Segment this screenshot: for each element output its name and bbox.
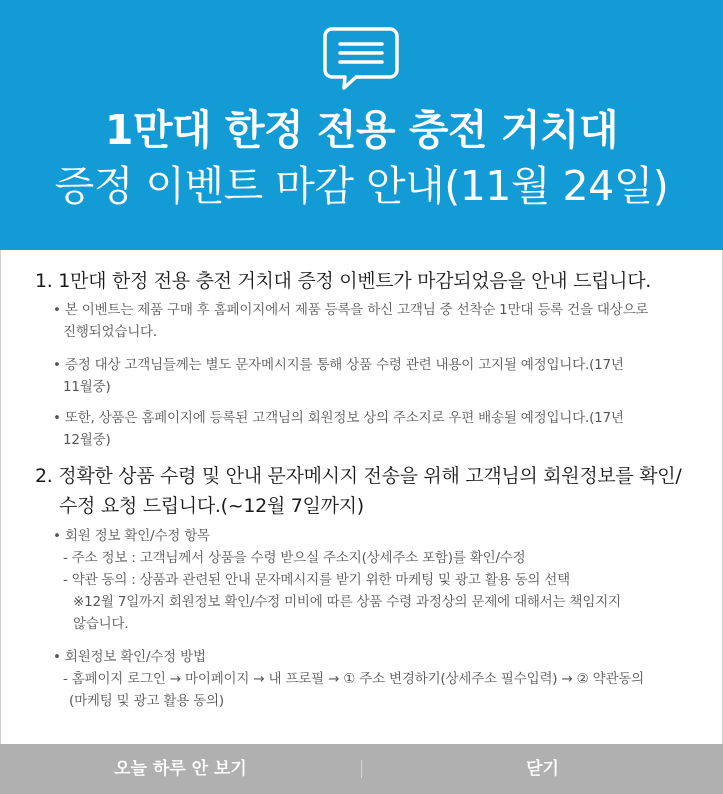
section1-bullet2-line1: • 증정 대상 고객님들께는 별도 문자메시지를 통해 상품 수령 관련 내용이 고지될 예정입니다.(17년 — [53, 357, 624, 373]
popup-header — [0, 0, 723, 250]
section2-note-line2: 않습니다. — [73, 616, 129, 632]
section1-bullet3-line2: 12월중) — [63, 432, 111, 448]
section2-method-title: • 회원정보 확인/수정 방법 — [53, 649, 206, 665]
section1-bullet3-line1: • 또한, 상품은 홈페이지에 등록된 고객님의 회원정보 상의 주소지로 우편 배송될 예정입니다.(17년 — [53, 410, 624, 426]
speech-bubble-icon — [322, 26, 400, 92]
popup-body — [0, 250, 723, 744]
section1-heading: 1. 1만대 한정 전용 충전 거치대 증정 이벤트가 마감되었음을 안내 드립니다. — [35, 270, 652, 292]
section1-bullet2-line2: 11월중) — [63, 379, 111, 395]
popup-footer — [0, 744, 723, 794]
section1-bullet1-line2: 진행되었습니다. — [63, 324, 157, 340]
dismiss-today-button[interactable]: 오늘 하루 안 보기 — [114, 759, 247, 779]
section2-method-line1: - 홈페이지 로그인 → 마이페이지 → 내 프로필 → ① 주소 변경하기(상세주소 필수입력) → ② 약관동의 — [63, 671, 645, 687]
section1-bullet1-line1: • 본 이벤트는 제품 구매 후 홈페이지에서 제품 등록을 하신 고객님 중 선착순 1만대 등록 건을 대상으로 — [53, 302, 649, 318]
section2-heading-line1: 2. 정확한 상품 수령 및 안내 문자메시지 전송을 위해 고객님의 회원정보를 확인/ — [35, 465, 682, 487]
section2-method-line2: (마케팅 및 광고 활용 동의) — [69, 693, 224, 709]
section2-heading-line2: 수정 요청 드립니다.(~12월 7일까지) — [59, 495, 364, 517]
section2-note-line1: ※12월 7일까지 회원정보 확인/수정 미비에 따른 상품 수령 과정상의 문제에 대해서는 책임지지 — [73, 594, 621, 610]
section2-item-terms: - 약관 동의 : 상품과 관련된 안내 문자메시지를 받기 위한 마케팅 및 광고 활용 동의 선택 — [63, 572, 570, 588]
close-button[interactable]: 닫기 — [526, 759, 559, 779]
section2-item-address: - 주소 정보 : 고객님께서 상품을 수령 받으실 주소지(상세주소 포함)를 확인/수정 — [63, 550, 526, 566]
popup-title-line2: 증정 이벤트 마감 안내(11월 24일) — [54, 162, 669, 210]
section2-items-title: • 회원 정보 확인/수정 항목 — [53, 528, 210, 544]
popup-title-line1: 1만대 한정 전용 충전 거치대 — [104, 106, 619, 154]
